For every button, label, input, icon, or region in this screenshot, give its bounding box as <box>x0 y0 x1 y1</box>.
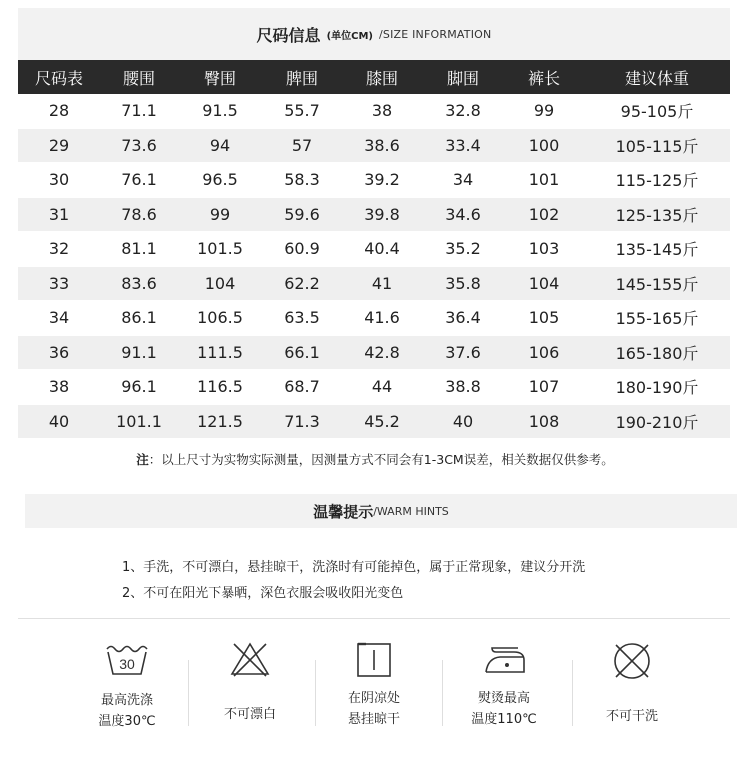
table-header-cell: 膝围 <box>342 60 422 94</box>
table-cell: 63.5 <box>262 301 342 336</box>
table-cell: 40.4 <box>342 232 422 267</box>
table-cell: 81.1 <box>100 232 178 267</box>
table-cell: 58.3 <box>262 163 342 198</box>
table-row <box>18 370 730 405</box>
warm-hints-title: 温馨提示 <box>313 502 374 521</box>
care-label: 熨烫最高 <box>477 691 530 706</box>
care-label: 温度110℃ <box>471 712 537 727</box>
table-cell: 36 <box>18 335 100 370</box>
table-cell: 111.5 <box>178 335 262 370</box>
table-cell: 34 <box>18 301 100 336</box>
warm-hints-header <box>25 494 737 528</box>
table-cell: 38 <box>18 370 100 405</box>
table-row <box>18 94 730 128</box>
table-row <box>18 232 730 267</box>
care-item-no-dry-clean <box>585 640 679 750</box>
table-cell: 116.5 <box>178 370 262 405</box>
table-cell: 76.1 <box>100 163 178 198</box>
table-cell: 32.8 <box>422 94 504 128</box>
table-cell: 106 <box>504 335 584 370</box>
size-table <box>18 60 730 439</box>
measurement-note <box>0 450 750 468</box>
table-cell: 104 <box>504 266 584 301</box>
wash-30-icon <box>104 640 150 678</box>
care-label: 悬挂晾干 <box>347 712 400 727</box>
table-cell: 104 <box>178 266 262 301</box>
size-info-header <box>18 8 730 60</box>
table-cell: 45.2 <box>342 404 422 439</box>
no-bleach-icon <box>228 640 272 678</box>
size-table-header-row <box>18 60 730 94</box>
table-cell: 155-165斤 <box>584 301 730 336</box>
table-cell: 103 <box>504 232 584 267</box>
note-prefix: 注 <box>136 452 149 467</box>
care-label: 不可漂白 <box>223 707 276 722</box>
table-cell: 34.6 <box>422 197 504 232</box>
table-cell: 36.4 <box>422 301 504 336</box>
table-cell: 91.5 <box>178 94 262 128</box>
care-label: 最高洗涤 <box>100 693 153 708</box>
table-cell: 39.8 <box>342 197 422 232</box>
table-cell: 37.6 <box>422 335 504 370</box>
table-cell: 180-190斤 <box>584 370 730 405</box>
separator <box>188 660 189 726</box>
table-cell: 135-145斤 <box>584 232 730 267</box>
table-cell: 34 <box>422 163 504 198</box>
separator <box>315 660 316 726</box>
table-row <box>18 335 730 370</box>
care-label: 温度30℃ <box>98 714 156 729</box>
table-header-cell: 腰围 <box>100 60 178 94</box>
iron-110-icon <box>480 640 528 678</box>
size-info-title: 尺码信息 <box>256 25 321 45</box>
table-cell: 55.7 <box>262 94 342 128</box>
care-item-iron <box>457 640 551 750</box>
table-cell: 29 <box>18 128 100 163</box>
table-cell: 78.6 <box>100 197 178 232</box>
table-cell: 38.6 <box>342 128 422 163</box>
table-cell: 190-210斤 <box>584 404 730 439</box>
table-cell: 96.5 <box>178 163 262 198</box>
divider <box>18 618 730 619</box>
table-cell: 33.4 <box>422 128 504 163</box>
table-row <box>18 128 730 163</box>
table-cell: 73.6 <box>100 128 178 163</box>
table-cell: 105 <box>504 301 584 336</box>
table-cell: 115-125斤 <box>584 163 730 198</box>
table-cell: 30 <box>18 163 100 198</box>
table-cell: 35.2 <box>422 232 504 267</box>
table-cell: 62.2 <box>262 266 342 301</box>
separator <box>572 660 573 726</box>
table-cell: 57 <box>262 128 342 163</box>
table-cell: 40 <box>18 404 100 439</box>
table-cell: 121.5 <box>178 404 262 439</box>
table-cell: 66.1 <box>262 335 342 370</box>
table-cell: 125-135斤 <box>584 197 730 232</box>
table-cell: 99 <box>178 197 262 232</box>
table-cell: 40 <box>422 404 504 439</box>
table-cell: 68.7 <box>262 370 342 405</box>
table-cell: 60.9 <box>262 232 342 267</box>
table-cell: 41.6 <box>342 301 422 336</box>
table-cell: 33 <box>18 266 100 301</box>
table-cell: 105-115斤 <box>584 128 730 163</box>
warm-hints-subtitle: /WARM HINTS <box>373 504 449 518</box>
table-cell: 71.1 <box>100 94 178 128</box>
table-cell: 102 <box>504 197 584 232</box>
table-cell: 106.5 <box>178 301 262 336</box>
table-header-cell: 臀围 <box>178 60 262 94</box>
table-cell: 101 <box>504 163 584 198</box>
care-label: 不可干洗 <box>605 709 658 724</box>
care-item-wash <box>80 640 174 750</box>
table-header-cell: 裤长 <box>504 60 584 94</box>
table-row <box>18 266 730 301</box>
care-item-hang-dry <box>327 640 421 750</box>
table-cell: 101.1 <box>100 404 178 439</box>
table-cell: 41 <box>342 266 422 301</box>
table-row <box>18 404 730 439</box>
care-item-no-bleach <box>203 640 297 750</box>
hang-dry-shade-icon <box>354 640 394 680</box>
size-info-unit: (单位CM) <box>326 30 373 42</box>
table-row <box>18 163 730 198</box>
separator <box>442 660 443 726</box>
table-row <box>18 197 730 232</box>
table-cell: 107 <box>504 370 584 405</box>
table-cell: 38 <box>342 94 422 128</box>
hint-line: 2、不可在阳光下暴晒，深色衣服会吸收阳光变色 <box>122 586 404 601</box>
table-cell: 42.8 <box>342 335 422 370</box>
note-text: ：以上尺寸为实物实际测量，因测量方式不同会有1-3CM误差，相关数据仅供参考。 <box>148 452 614 467</box>
care-label: 在阴凉处 <box>347 691 400 706</box>
table-cell: 96.1 <box>100 370 178 405</box>
table-cell: 35.8 <box>422 266 504 301</box>
no-dry-clean-icon <box>611 640 653 682</box>
table-cell: 39.2 <box>342 163 422 198</box>
table-cell: 32 <box>18 232 100 267</box>
table-cell: 95-105斤 <box>584 94 730 128</box>
table-header-cell: 脚围 <box>422 60 504 94</box>
table-row <box>18 301 730 336</box>
table-cell: 38.8 <box>422 370 504 405</box>
table-cell: 165-180斤 <box>584 335 730 370</box>
table-cell: 71.3 <box>262 404 342 439</box>
table-cell: 44 <box>342 370 422 405</box>
table-cell: 59.6 <box>262 197 342 232</box>
table-header-cell: 尺码表 <box>18 60 100 94</box>
table-cell: 28 <box>18 94 100 128</box>
table-cell: 31 <box>18 197 100 232</box>
table-cell: 94 <box>178 128 262 163</box>
hint-line: 1、手洗，不可漂白，悬挂晾干，洗涤时有可能掉色，属于正常现象，建议分开洗 <box>122 560 586 575</box>
table-cell: 108 <box>504 404 584 439</box>
table-cell: 101.5 <box>178 232 262 267</box>
size-info-subtitle: /SIZE INFORMATION <box>379 27 492 41</box>
table-cell: 91.1 <box>100 335 178 370</box>
table-cell: 99 <box>504 94 584 128</box>
table-header-cell: 脾围 <box>262 60 342 94</box>
table-cell: 145-155斤 <box>584 266 730 301</box>
table-cell: 100 <box>504 128 584 163</box>
table-cell: 86.1 <box>100 301 178 336</box>
table-cell: 83.6 <box>100 266 178 301</box>
tub-number: 30 <box>119 656 135 672</box>
table-header-cell: 建议体重 <box>584 60 730 94</box>
